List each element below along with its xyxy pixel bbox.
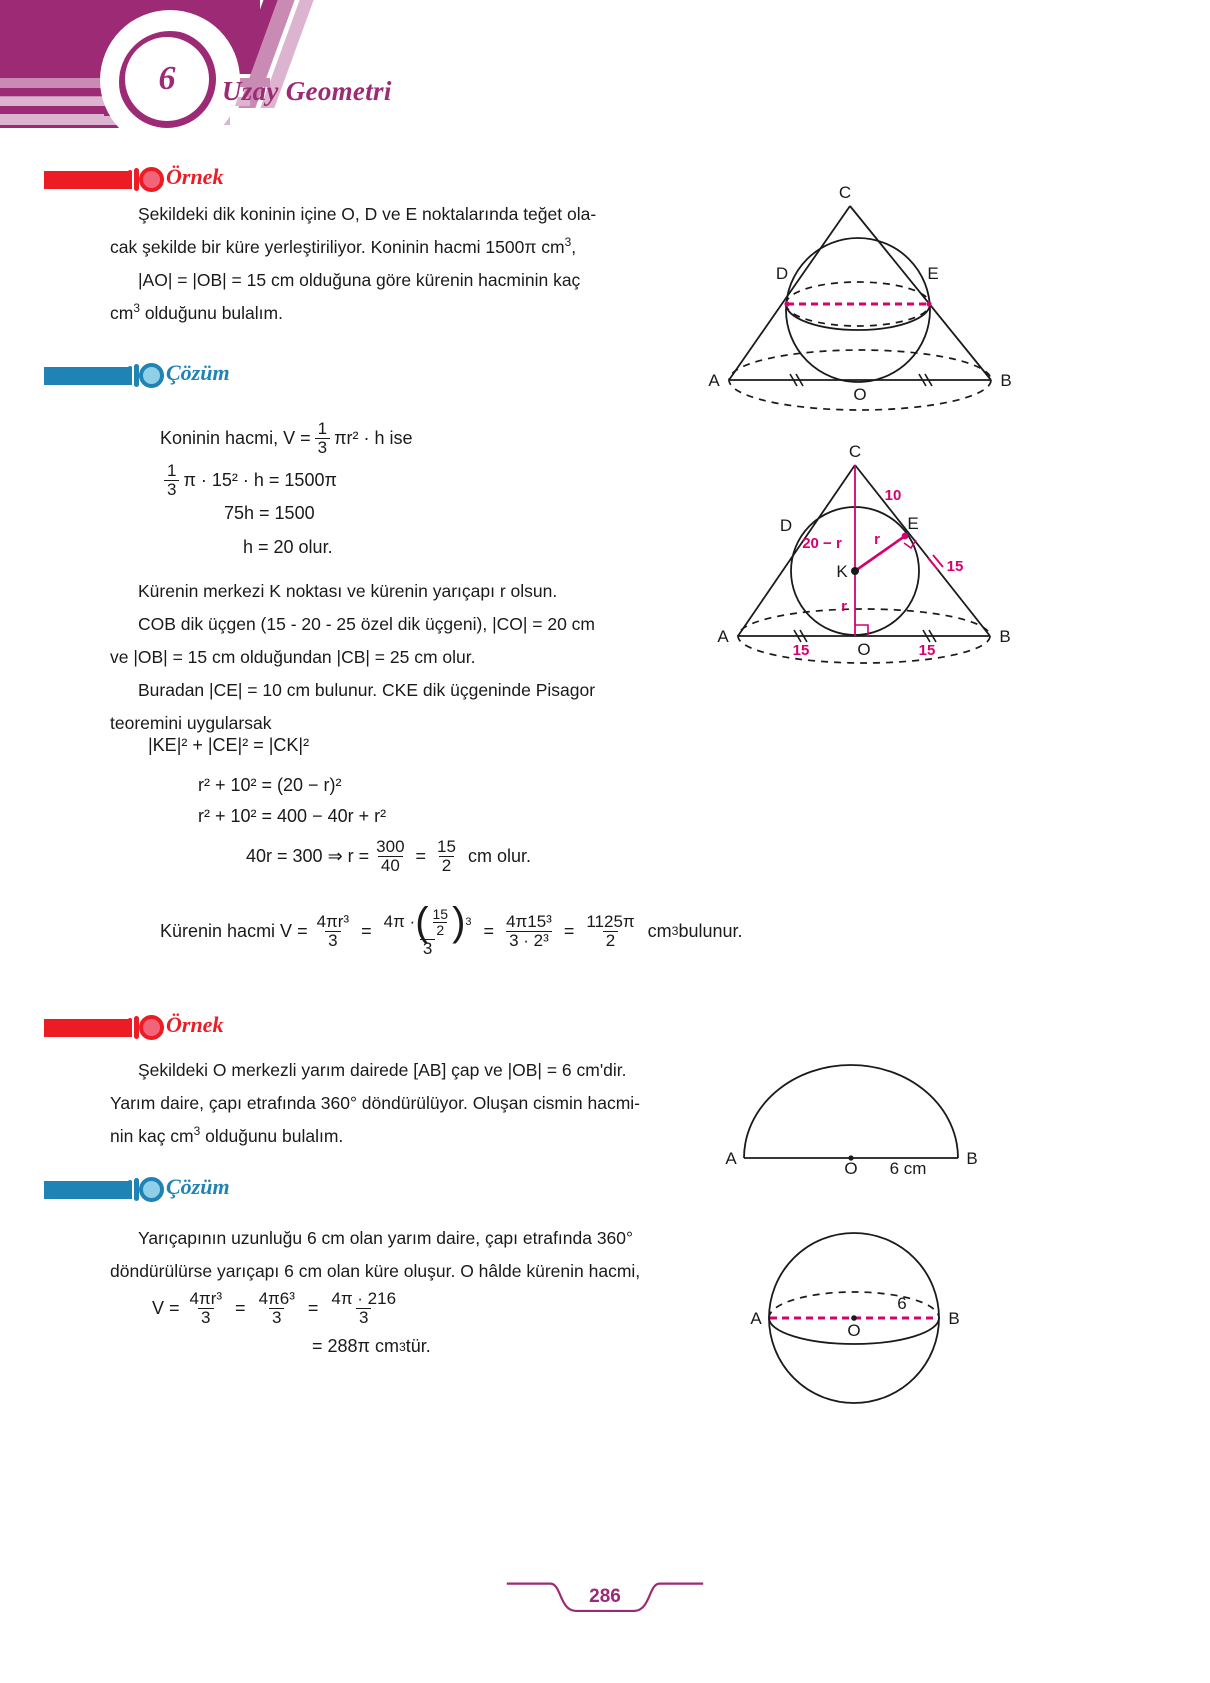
- sol1-line11: [246, 838, 531, 875]
- frac-4pi-15over2-cubed-over-3: [381, 900, 475, 958]
- q2-line2: Yarım daire, çapı etrafında 360° döndürülüyor. Oluşan cismin hacmi-: [110, 1093, 640, 1113]
- frac-den: 3: [269, 1308, 284, 1327]
- sol2-l3-eq2: =: [307, 1297, 319, 1318]
- fig2-measure-r-down: r: [841, 598, 847, 615]
- ornek-label-2: [44, 1012, 284, 1041]
- example1-question: [110, 198, 685, 330]
- cozum-label-2: [44, 1174, 284, 1203]
- fig2-measure-10: 10: [884, 487, 902, 504]
- fig1-label-O: O: [853, 385, 867, 404]
- frac-num: 1125π: [586, 912, 635, 932]
- cozum-label-1: [44, 360, 284, 389]
- cozum-tab-2: [44, 1181, 132, 1199]
- fig1-label-C: C: [838, 183, 852, 202]
- fig2-measure-base-left-15: 15: [792, 642, 810, 659]
- chapter-badge: [118, 30, 216, 128]
- q2-line1: Şekildeki O merkezli yarım dairede [AB] çap ve |OB| = 6 cm'dir.: [138, 1060, 627, 1080]
- q2-line3: nin kaç cm: [110, 1126, 194, 1146]
- bullet-target-icon: [128, 363, 154, 389]
- frac-den: 3 · 2³: [506, 931, 552, 950]
- sol1-l6b-text: ve |OB| = 15 cm olduğundan |CB| = 25 cm olur.: [110, 647, 476, 667]
- sol1-line7: [110, 674, 700, 740]
- q1-line3: |AO| = |OB| = 15 cm olduğuna göre kürenin hacminin kaç: [138, 270, 581, 290]
- q1-line4-sup: 3: [133, 301, 140, 316]
- frac-num: 300: [376, 837, 405, 856]
- fig2-measure-side-15: 15: [946, 558, 964, 575]
- sol2-l4-pre: = 288π cm: [312, 1336, 399, 1356]
- sol2-l4-tail: tür.: [405, 1336, 431, 1356]
- figure-half-disc: [725, 1050, 986, 1178]
- figure-cone-with-sphere: [700, 180, 1020, 405]
- left-paren: (: [415, 900, 429, 944]
- cozum-text-1: Çözüm: [166, 360, 230, 385]
- sol2-l1: Yarıçapının uzunluğu 6 cm olan yarım daire, çapı etrafında 360°: [138, 1228, 634, 1248]
- sol2-l3-eq1: =: [235, 1297, 246, 1318]
- frac-15-over-2: [434, 838, 459, 875]
- frac-den: 3: [356, 1308, 371, 1327]
- sol1-line3: 75h = 1500: [224, 503, 315, 523]
- sol2-line4: = 288π cm 3 tür.: [312, 1336, 431, 1356]
- frac-4pir3-over-3-b: [187, 1290, 226, 1327]
- sol1-line9: r² + 10² = (20 − r)²: [198, 775, 342, 795]
- page-number: 286: [589, 1586, 621, 1607]
- sol1-l11-pre: 40r = 300 ⇒ r =: [246, 845, 370, 866]
- sol1-line8: |KE|² + |CE|² = |CK|²: [148, 735, 310, 755]
- fig2-measure-base-right-15: 15: [918, 642, 936, 659]
- fig4-measure-6: 6: [897, 1294, 907, 1313]
- ornek-tab-1: [44, 171, 132, 189]
- example2-solution-text: [110, 1222, 730, 1288]
- sol1-line2: [160, 462, 337, 499]
- sol1-l12-eq1: =: [361, 920, 372, 941]
- frac-4pi6cubed-over-3: [256, 1290, 298, 1327]
- frac-4pir3-over-3: [314, 913, 353, 950]
- fig2-label-A: A: [717, 627, 729, 646]
- sol1-line6: [110, 608, 700, 674]
- q1-line4-tail: olduğunu bulalım.: [139, 303, 283, 323]
- sol1-l1-pre: Koninin hacmi, V =: [160, 427, 311, 448]
- l12-f2-num-pre: 4π ·: [383, 912, 416, 932]
- page-footer: [497, 1580, 713, 1628]
- q1-line2: cak şekilde bir küre yerleştiriliyor. Koninin hacmi 1500π cm: [110, 237, 565, 257]
- sol1-l5-text: Kürenin merkezi K noktası ve kürenin yarıçapı r olsun.: [138, 581, 558, 601]
- q1-line2-sup: 3: [564, 235, 572, 250]
- frac-1125pi-over-2: [583, 913, 637, 950]
- fig3-label-B: B: [966, 1149, 978, 1168]
- frac-den: 3: [164, 480, 179, 499]
- inner-frac-15-over-2: [430, 907, 452, 937]
- figure-cone-labeled: [712, 443, 1022, 663]
- fig3-measure-6cm: 6 cm: [889, 1159, 927, 1178]
- frac-num: 1: [317, 419, 328, 438]
- fig2-label-K: K: [836, 562, 848, 581]
- sol1-line5: [110, 575, 700, 608]
- fig4-label-O: O: [847, 1321, 861, 1340]
- fig2-label-O: O: [857, 640, 871, 659]
- fig2-measure-20-minus-r: 20 − r: [802, 535, 842, 552]
- frac-den: 2: [603, 931, 618, 950]
- fig2-label-E: E: [907, 514, 919, 533]
- cozum-tab-1: [44, 367, 132, 385]
- fig1-label-D: D: [775, 264, 789, 283]
- fig4-label-A: A: [750, 1309, 762, 1328]
- bullet-target-icon: [128, 167, 154, 193]
- frac-den: 3: [420, 939, 435, 958]
- cozum-text-2: Çözüm: [166, 1174, 230, 1199]
- frac-1-over-3-b: [164, 462, 179, 499]
- frac-den: 3: [198, 1308, 213, 1327]
- sol2-l2: döndürülürse yarıçapı 6 cm olan küre oluşur. O hâlde kürenin hacmi,: [110, 1261, 641, 1281]
- frac-den: 3: [325, 931, 340, 950]
- sol1-line4: h = 20 olur.: [243, 537, 333, 557]
- unit-title: Uzay Geometri: [222, 76, 392, 106]
- fig1-label-A: A: [708, 371, 720, 390]
- sol1-l7b-text: teoremini uygularsak: [110, 713, 272, 733]
- fig3-label-O: O: [844, 1159, 858, 1178]
- frac-num: 15: [432, 905, 449, 922]
- ornek-text-2: Örnek: [166, 1012, 224, 1037]
- frac-num: 1: [167, 461, 177, 480]
- q1-line1: Şekildeki dik koninin içine O, D ve E noktalarında teğet ola-: [138, 204, 597, 224]
- q1-line4: cm: [110, 303, 134, 323]
- fig2-label-D: D: [779, 516, 793, 535]
- fig2-label-C: C: [848, 442, 862, 461]
- example2-question: [110, 1054, 730, 1153]
- fig1-label-B: B: [1000, 371, 1012, 390]
- sol1-line10: r² + 10² = 400 − 40r + r²: [198, 806, 387, 826]
- sol1-l12-eq2: =: [483, 920, 495, 941]
- ornek-tab-2: [44, 1019, 132, 1037]
- sol1-line12: Kürenin hacmi V = $\frac{\text{4πr³}}{3}$ = 4π · ( $\frac{15}{2}$ ) 3 3 = $\frac{\text{4π15³}}{\text{3 · 2³}}$ = $\frac{1125\pi}{2}$ cm 3 bulunur.: [160, 900, 743, 958]
- sol2-l3-pre: V =: [152, 1297, 180, 1318]
- frac-4pi216-over-3: [328, 1290, 399, 1327]
- frac-num: 15: [437, 837, 456, 856]
- sol1-line1: [160, 420, 413, 457]
- figure-sphere: [726, 1228, 986, 1408]
- ornek-text-1: Örnek: [166, 164, 224, 189]
- frac-num: 4πr³: [316, 912, 350, 932]
- q1-line2-tail: ,: [571, 237, 577, 257]
- sol1-l7a-text: Buradan |CE| = 10 cm bulunur. CKE dik üçgeninde Pisagor: [138, 680, 596, 700]
- sol1-l11-eq: =: [415, 845, 427, 866]
- frac-den: 40: [378, 856, 403, 875]
- frac-den: 3: [315, 438, 330, 457]
- sol1-l11-post: cm olur.: [467, 845, 531, 866]
- sol1-l1-post: πr² · h ise: [334, 427, 413, 448]
- fig3-label-A: A: [725, 1149, 737, 1168]
- ornek-label-1: [44, 164, 284, 193]
- page-header-banner: [0, 0, 1210, 150]
- q2-line3-tail: olduğunu bulalım.: [200, 1126, 344, 1146]
- sol1-l12-pre: Kürenin hacmi V =: [160, 920, 308, 941]
- fig2-label-B: B: [999, 627, 1011, 646]
- sol1-l12-post: cm: [647, 920, 672, 941]
- chapter-number: 6: [158, 60, 176, 97]
- sol1-l12-post-tail: bulunur.: [678, 920, 743, 941]
- frac-den: 2: [439, 856, 454, 875]
- frac-num: 4πr³: [189, 1289, 223, 1308]
- sol2-line3: [152, 1290, 403, 1327]
- sol1-l6a-text: COB dik üçgen (15 - 20 - 25 özel dik üçgeni), |CO| = 20 cm: [138, 614, 596, 634]
- frac-num: 4π6³: [258, 1289, 295, 1308]
- frac-1-over-3-a: [315, 420, 330, 457]
- bullet-target-icon: [128, 1177, 154, 1203]
- frac-300-over-40: [373, 838, 407, 875]
- q2-line3-sup: 3: [193, 1124, 201, 1139]
- fig4-label-B: B: [948, 1309, 960, 1328]
- frac-4pi15cubed-over-3x2cubed: [503, 913, 555, 950]
- fig2-measure-r-right: r: [874, 531, 880, 548]
- sol1-l12-eq3: =: [563, 920, 575, 941]
- bullet-target-icon: [128, 1015, 154, 1041]
- frac-num: 4π15³: [506, 912, 552, 932]
- frac-num: 4π · 216: [331, 1289, 397, 1308]
- frac-den: 2: [433, 922, 447, 938]
- frac-num: 4π · ( $\frac{15}{2}$ ) 3: [383, 900, 472, 944]
- fig1-label-E: E: [927, 264, 939, 283]
- sol1-l2-post: π · 15² · h = 1500π: [183, 469, 337, 490]
- right-paren: ): [452, 900, 466, 944]
